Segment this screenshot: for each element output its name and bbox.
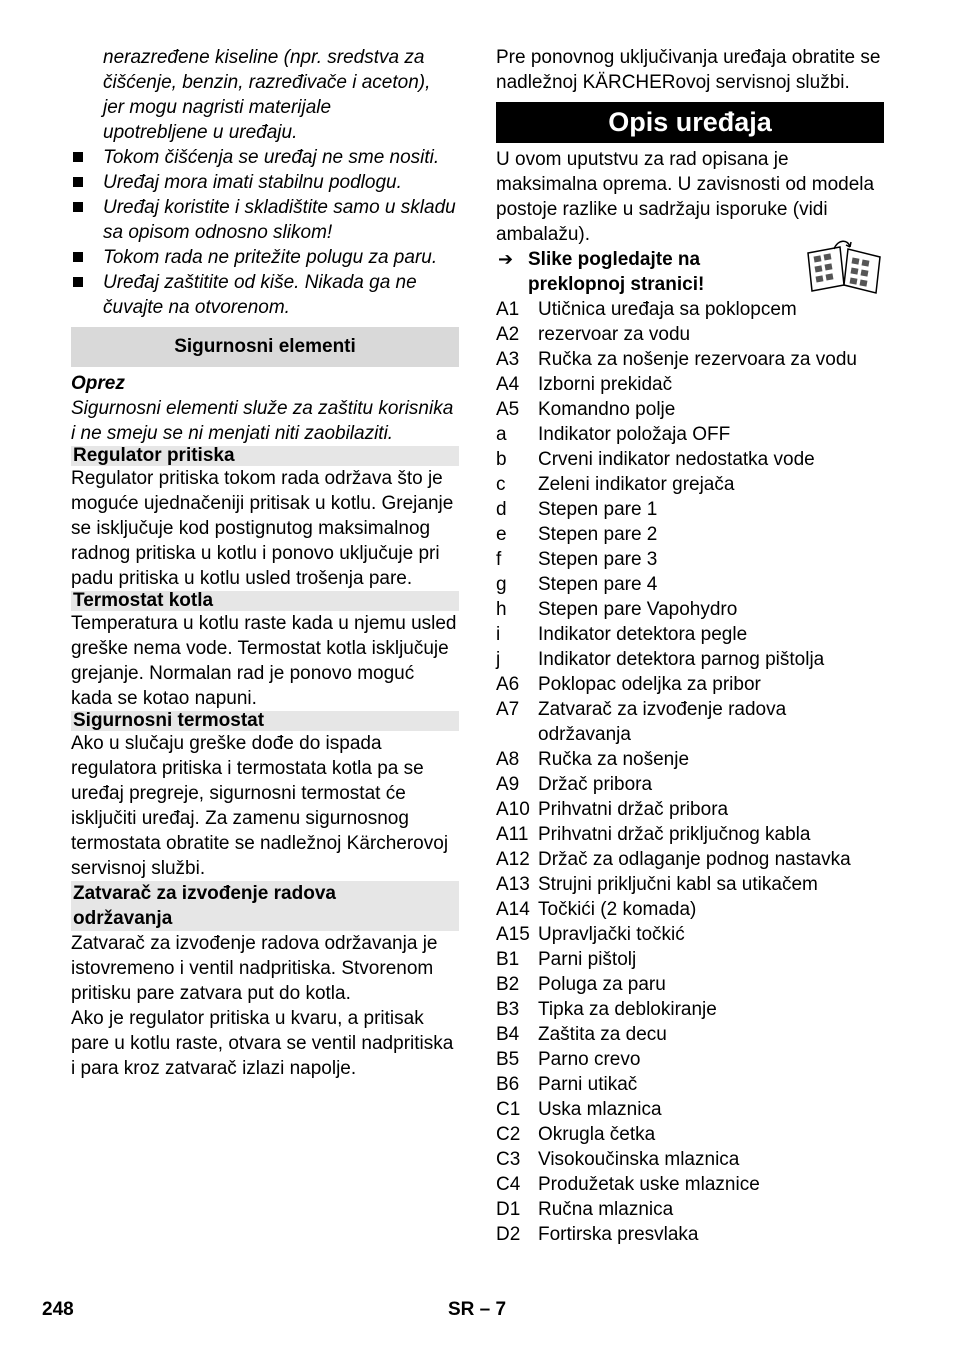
list-item: A15 Upravljački točkić	[496, 924, 685, 945]
maintenance-cap-text: Zatvarač za izvođenje radova održavanja je istovremeno i ventil nadpritiska. Stvorenom pritisku pare zatvara put do kotla.	[71, 933, 438, 1004]
maintenance-cap-text-2: Ako je regulator pritiska u kvaru, a pritisak pare u kotlu raste, otvara se ventil nadpritiska i para kroz zatvarač izlazi napolje.	[71, 1008, 454, 1079]
bullet-item: Uređaj zaštitite od kiše. Nikada ga ne čuvajte na otvorenom.	[71, 270, 459, 320]
continued-line: nerazređene kiseline (npr. sredstva za	[103, 47, 425, 68]
list-item: B3 Tipka za deblokiranje	[496, 999, 717, 1020]
list-item: A2 rezervoar za vodu	[496, 324, 691, 345]
list-item: A11 Prihvatni držač priključnog kabla	[496, 824, 811, 845]
continued-line: čišćenje, benzin, razređivače i aceton),	[103, 72, 431, 93]
continued-line: upotrebljene u uređaju.	[103, 122, 298, 143]
list-item: e Stepen pare 2	[496, 524, 658, 545]
square-bullet-icon	[73, 252, 83, 262]
list-item: A3 Ručka za nošenje rezervoara za vodu	[496, 349, 857, 370]
service-intro-text: Pre ponovnog uključivanja uređaja obratite se nadležnoj KÄRCHERovoj servisnoj službi.	[496, 47, 881, 93]
list-item: A10 Prihvatni držač pribora	[496, 799, 729, 820]
list-item: A4 Izborni prekidač	[496, 374, 673, 395]
subheading-maintenance-cap	[71, 881, 459, 931]
right-column	[496, 45, 884, 1247]
list-item: A6 Poklopac odeljka za pribor	[496, 674, 761, 695]
list-item: A9 Držač pribora	[496, 774, 653, 795]
list-item: A5 Komandno polje	[496, 399, 676, 420]
list-item: C4 Produžetak uske mlaznice	[496, 1174, 760, 1195]
list-item: C3 Visokoučinska mlaznica	[496, 1149, 740, 1170]
list-item: D1 Ručna mlaznica	[496, 1199, 674, 1220]
list-item: A1 Utičnica uređaja sa poklopcem	[496, 299, 797, 320]
fold-out-page-icon	[804, 239, 884, 295]
boiler-thermostat-text: Temperatura u kotlu raste kada u njemu usled greške nema vode. Termostat kotla isključuje grejanje. Normalan rad je ponovo moguć kada se kotao napuni.	[71, 613, 457, 709]
bullet-item: Tokom čišćenja se uređaj ne sme nositi.	[71, 145, 459, 170]
list-item: B6 Parni utikač	[496, 1074, 638, 1095]
list-item: c Zeleni indikator grejača	[496, 474, 735, 495]
note-line: preklopnoj stranici!	[528, 274, 705, 295]
list-item: A13 Strujni priključni kabl sa utikačem	[496, 874, 818, 895]
square-bullet-icon	[73, 177, 83, 187]
list-item: b Crveni indikator nedostatka vode	[496, 449, 815, 470]
safety-thermostat-text: Ako u slučaju greške dođe do ispada regulatora pritiska i termostata kotla pa se uređaj pregreje, sigurnosni termostat će isključiti uređaj. Za zamenu sigurnosnog termostata obratite se nadležnoj Kärcherovoj servisnoj službi.	[71, 733, 449, 879]
list-item: C1 Uska mlaznica	[496, 1099, 662, 1120]
arrow-right-icon: ➔	[498, 249, 514, 269]
page-number: 248	[42, 1299, 74, 1320]
list-item: A14 Točkići (2 komada)	[496, 899, 697, 920]
list-item: C2 Okrugla četka	[496, 1124, 656, 1145]
list-item: B5 Parno crevo	[496, 1049, 641, 1070]
list-item: A12 Držač za odlaganje podnog nastavka	[496, 849, 851, 870]
caution-heading: Oprez	[71, 373, 125, 394]
list-item: D2 Fortirska presvlaka	[496, 1224, 699, 1245]
safety-bullet-list	[71, 145, 459, 320]
list-item: h Stepen pare Vapohydro	[496, 599, 738, 620]
note-line: Slike pogledajte na	[528, 249, 701, 270]
section-title-safety-elements: Sigurnosni elementi	[71, 327, 459, 367]
subheading-safety-thermostat: Sigurnosni termostat	[71, 711, 459, 731]
subheading-pressure-regulator: Regulator pritiska	[71, 446, 459, 466]
bullet-item: Uređaj koristite i skladištite samo u skladu sa opisom odnosno slikom!	[71, 195, 459, 245]
square-bullet-icon	[73, 202, 83, 212]
subheading-line: održavanja	[73, 908, 173, 929]
list-item: B2 Poluga za paru	[496, 974, 666, 995]
bullet-item: Tokom rada ne pritežite polugu za paru.	[71, 245, 459, 270]
list-item: f Stepen pare 3	[496, 549, 658, 570]
continued-line: jer mogu nagristi materijale	[103, 97, 332, 118]
square-bullet-icon	[73, 152, 83, 162]
pressure-regulator-text: Regulator pritiska tokom rada održava što je moguće ujednačeniji pritisak u kotlu. Grejanje se isključuje kod postignutog maksimalnog radnog pritiska u kotlu i ponovo uključuje pri padu pritiska u kotlu usled trošenja pare.	[71, 468, 454, 589]
see-figures-note	[496, 247, 884, 297]
list-item: A8 Ručka za nošenje	[496, 749, 690, 770]
list-item: d Stepen pare 1	[496, 499, 658, 520]
list-item: j Indikator detektora parnog pištolja	[496, 649, 825, 670]
square-bullet-icon	[73, 277, 83, 287]
section-page-label: SR – 7	[448, 1299, 507, 1320]
list-item: i Indikator detektora pegle	[496, 624, 748, 645]
caution-text: Sigurnosni elementi služe za zaštitu korisnika i ne smeju se ni menjati niti zaobilaziti.	[71, 398, 454, 444]
list-item: A7 Zatvarač za izvođenje radova održavanja	[496, 699, 787, 745]
device-description-text: U ovom uputstvu za rad opisana je maksimalna oprema. U zavisnosti od modela postoje razlike u sadržaju isporuke (vidi ambalažu).	[496, 149, 875, 245]
list-item: B4 Zaštita za decu	[496, 1024, 667, 1045]
device-parts-list	[496, 297, 884, 1247]
list-item: a Indikator položaja OFF	[496, 424, 731, 445]
bullet-item: Uređaj mora imati stabilnu podlogu.	[71, 170, 459, 195]
continued-text	[71, 45, 459, 145]
subheading-boiler-thermostat: Termostat kotla	[71, 591, 459, 611]
left-column	[71, 45, 459, 1081]
list-item: g Stepen pare 4	[496, 574, 658, 595]
subheading-line: Zatvarač za izvođenje radova	[73, 883, 336, 904]
page-title: Opis uređaja	[496, 102, 884, 143]
list-item: B1 Parni pištolj	[496, 949, 637, 970]
